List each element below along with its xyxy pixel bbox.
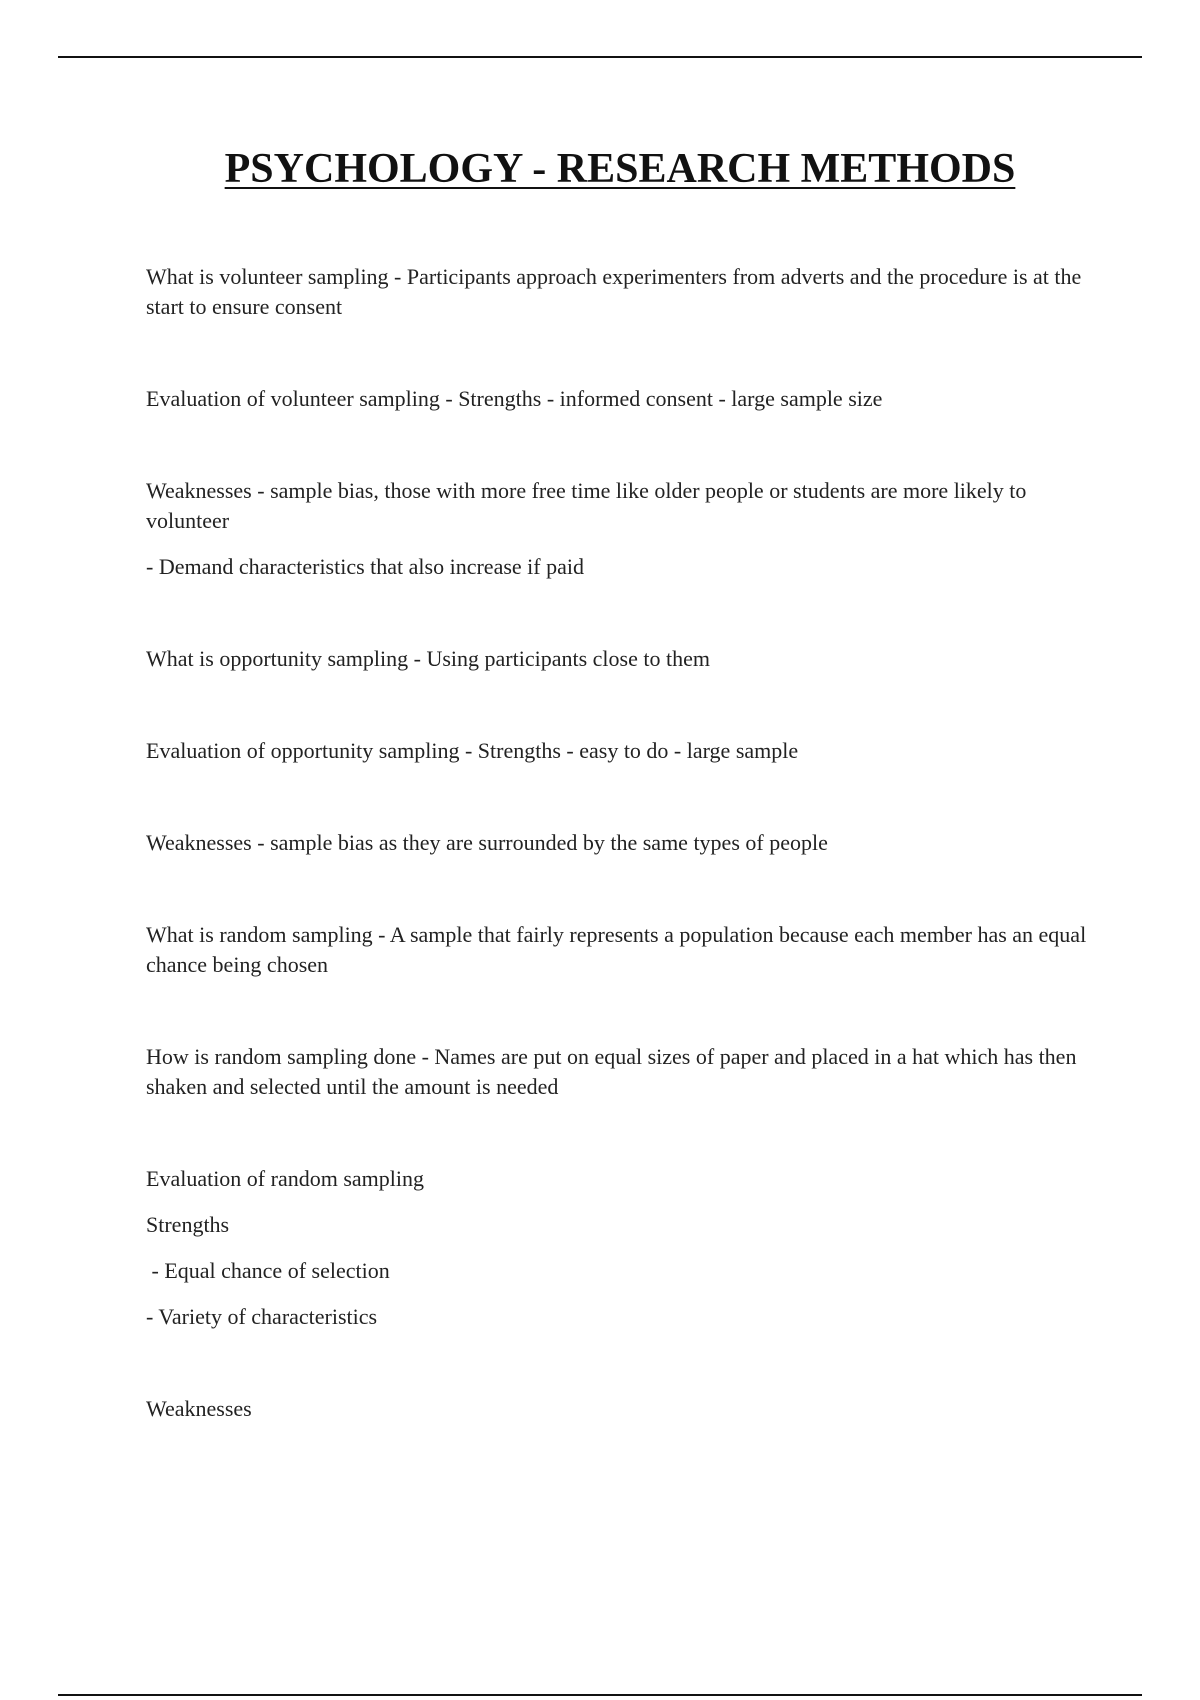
paragraph-random-definition: What is random sampling - A sample that fairly represents a population because each member has an equal chance being chosen [146,922,1087,977]
paragraph-strength-equal-chance: - Equal chance of selection [146,1258,390,1283]
paragraph-volunteer-evaluation: Evaluation of volunteer sampling - Strengths - informed consent - large sample size [146,386,883,411]
paragraph-weaknesses-heading: Weaknesses [146,1396,252,1421]
page-title-text: PSYCHOLOGY - RESEARCH METHODS [224,146,1016,192]
paragraph-random-procedure: How is random sampling done - Names are put on equal sizes of paper and placed in a hat which has then shaken and selected until the amount is needed [146,1044,1077,1099]
page-title [0,143,1200,195]
paragraph-strength-variety: - Variety of characteristics [146,1304,378,1329]
paragraph-volunteer-weaknesses: Weaknesses - sample bias, those with more free time like older people or students are more likely to volunteer [146,478,1027,533]
top-rule [58,56,1142,58]
paragraph-random-evaluation: Evaluation of random sampling [146,1166,424,1191]
paragraph-volunteer-definition: What is volunteer sampling - Participants approach experimenters from adverts and the procedure is at the start to ensure consent [146,264,1082,319]
bottom-rule [58,1694,1142,1696]
paragraph-strengths-heading: Strengths [146,1212,230,1237]
paragraph-opportunity-definition: What is opportunity sampling - Using participants close to them [146,646,710,671]
paragraph-opportunity-evaluation: Evaluation of opportunity sampling - Strengths - easy to do - large sample [146,738,799,763]
paragraph-demand-characteristics: - Demand characteristics that also increase if paid [146,554,584,579]
document-body [146,262,1096,1424]
paragraph-opportunity-weaknesses: Weaknesses - sample bias as they are surrounded by the same types of people [146,830,828,855]
